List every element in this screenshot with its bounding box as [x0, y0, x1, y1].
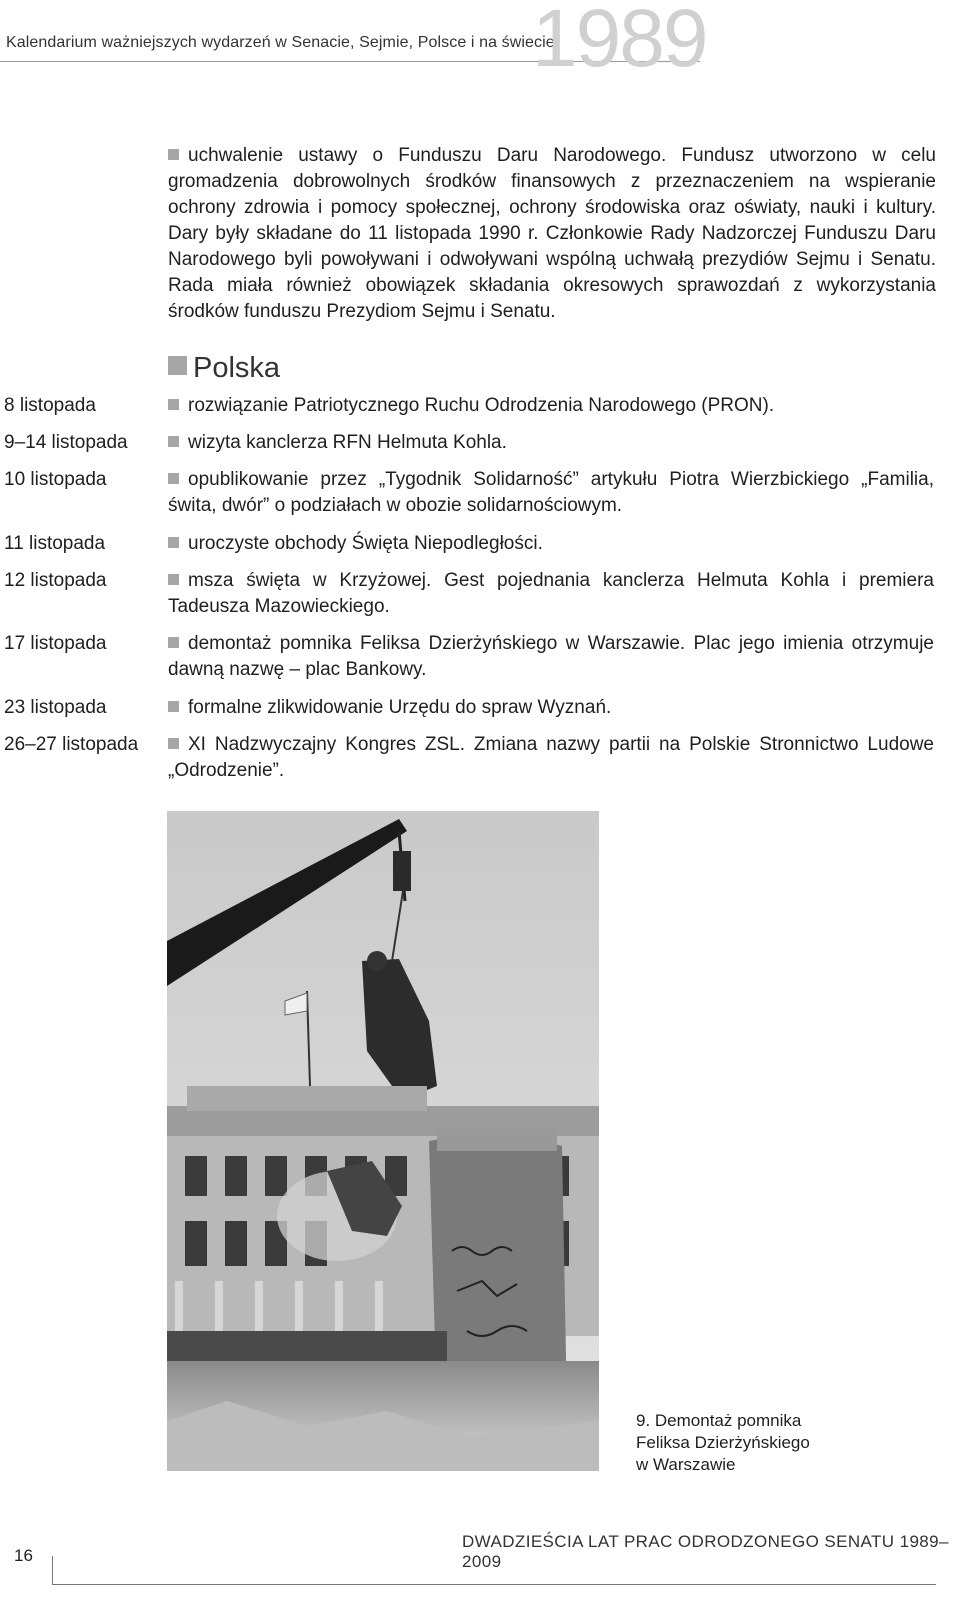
- section-heading-polska: [168, 352, 280, 385]
- bullet-square-icon: [168, 537, 179, 548]
- event-text: [168, 631, 934, 683]
- bullet-square-icon: [168, 738, 179, 749]
- intro-text: uchwalenie ustawy o Funduszu Daru Narodowego. Fundusz utworzono w celu gromadzenia dobrowolnych środków finansowych z przeznaczeniem na wspieranie ochrony zdrowia i pomocy społecznej, ochrony środowiska oraz oświaty, nauki i kultury. Dary były składane do 11 listopada 1990 r. Członkowie Rady Nadzorczej Funduszu Daru Narodowego byli powoływani i odwoływani wspólną uchwałą prezydiów Sejmu i Senatu. Rada miała również obowiązek składania okresowych sprawozdań z wykorzystania środków funduszu Prezydiom Sejmu i Senatu.: [168, 145, 936, 322]
- event-date: 9–14 listopada: [4, 432, 128, 453]
- bullet-square-icon: [168, 149, 179, 160]
- event-date: 12 listopada: [4, 570, 107, 591]
- event-text: [168, 531, 934, 557]
- event-text: [168, 430, 934, 456]
- event-date: 8 listopada: [4, 395, 96, 416]
- event-date: 26–27 listopada: [4, 734, 139, 755]
- photo-caption: [636, 1410, 856, 1476]
- event-date: 23 listopada: [4, 697, 107, 718]
- event-description: uroczyste obchody Święta Niepodległości.: [188, 533, 543, 554]
- running-header: Kalendarium ważniejszych wydarzeń w Senacie, Sejmie, Polsce i na świecie: [6, 34, 555, 51]
- intro-paragraph: [168, 143, 936, 325]
- event-description: wizyta kanclerza RFN Helmuta Kohla.: [188, 432, 507, 453]
- crowd: [167, 1331, 447, 1361]
- event-description: formalne zlikwidowanie Urzędu do spraw Wyznań.: [188, 697, 612, 718]
- heading-square-icon: [168, 356, 187, 375]
- header-year: 1989: [532, 0, 707, 84]
- footer-rule: [52, 1584, 936, 1585]
- event-text: [168, 695, 934, 721]
- event-description: demontaż pomnika Feliksa Dzierżyńskiego w Warszawie. Plac jego imienia otrzymuje dawną nazwę – plac Bankowy.: [168, 633, 934, 680]
- event-date: 11 listopada: [4, 533, 106, 554]
- bullet-square-icon: [168, 637, 179, 648]
- event-description: msza święta w Krzyżowej. Gest pojednania kanclerza Helmuta Kohla i premiera Tadeusza Mazowieckiego.: [168, 570, 934, 617]
- building-attic: [187, 1086, 427, 1111]
- caption-line: 9. Demontaż pomnika: [636, 1411, 802, 1430]
- crane-pulley: [393, 851, 411, 891]
- bullet-square-icon: [168, 574, 179, 585]
- event-description: XI Nadzwyczajny Kongres ZSL. Zmiana nazwy partii na Polskie Stronnictwo Ludowe „Odrodzenie”.: [168, 734, 934, 781]
- event-date: 17 listopada: [4, 633, 107, 654]
- caption-line: Feliksa Dzierżyńskiego: [636, 1433, 810, 1452]
- monument-dismantling-photo: [167, 811, 599, 1471]
- bullet-square-icon: [168, 436, 179, 447]
- pedestal-top: [437, 1129, 557, 1151]
- event-text: [168, 393, 934, 419]
- event-text: [168, 467, 934, 519]
- event-text: [168, 732, 934, 784]
- event-description: opublikowanie przez „Tygodnik Solidarność” artykułu Piotra Wierzbickiego „Familia, świta, dwór” o podziałach w obozie solidarnościowym.: [168, 469, 934, 516]
- event-description: rozwiązanie Patriotycznego Ruchu Odrodzenia Narodowego (PRON).: [188, 395, 775, 416]
- statue-head: [367, 951, 387, 971]
- section-title: Polska: [193, 352, 281, 384]
- footer-tick: [52, 1556, 53, 1585]
- event-text: [168, 568, 934, 620]
- caption-line: w Warszawie: [636, 1455, 736, 1474]
- event-date: 10 listopada: [4, 469, 107, 490]
- bullet-square-icon: [168, 701, 179, 712]
- footer-title: DWADZIEŚCIA LAT PRAC ODRODZONEGO SENATU 1989–2009: [462, 1532, 949, 1571]
- page-number: 16: [14, 1546, 33, 1565]
- bullet-square-icon: [168, 399, 179, 410]
- bullet-square-icon: [168, 473, 179, 484]
